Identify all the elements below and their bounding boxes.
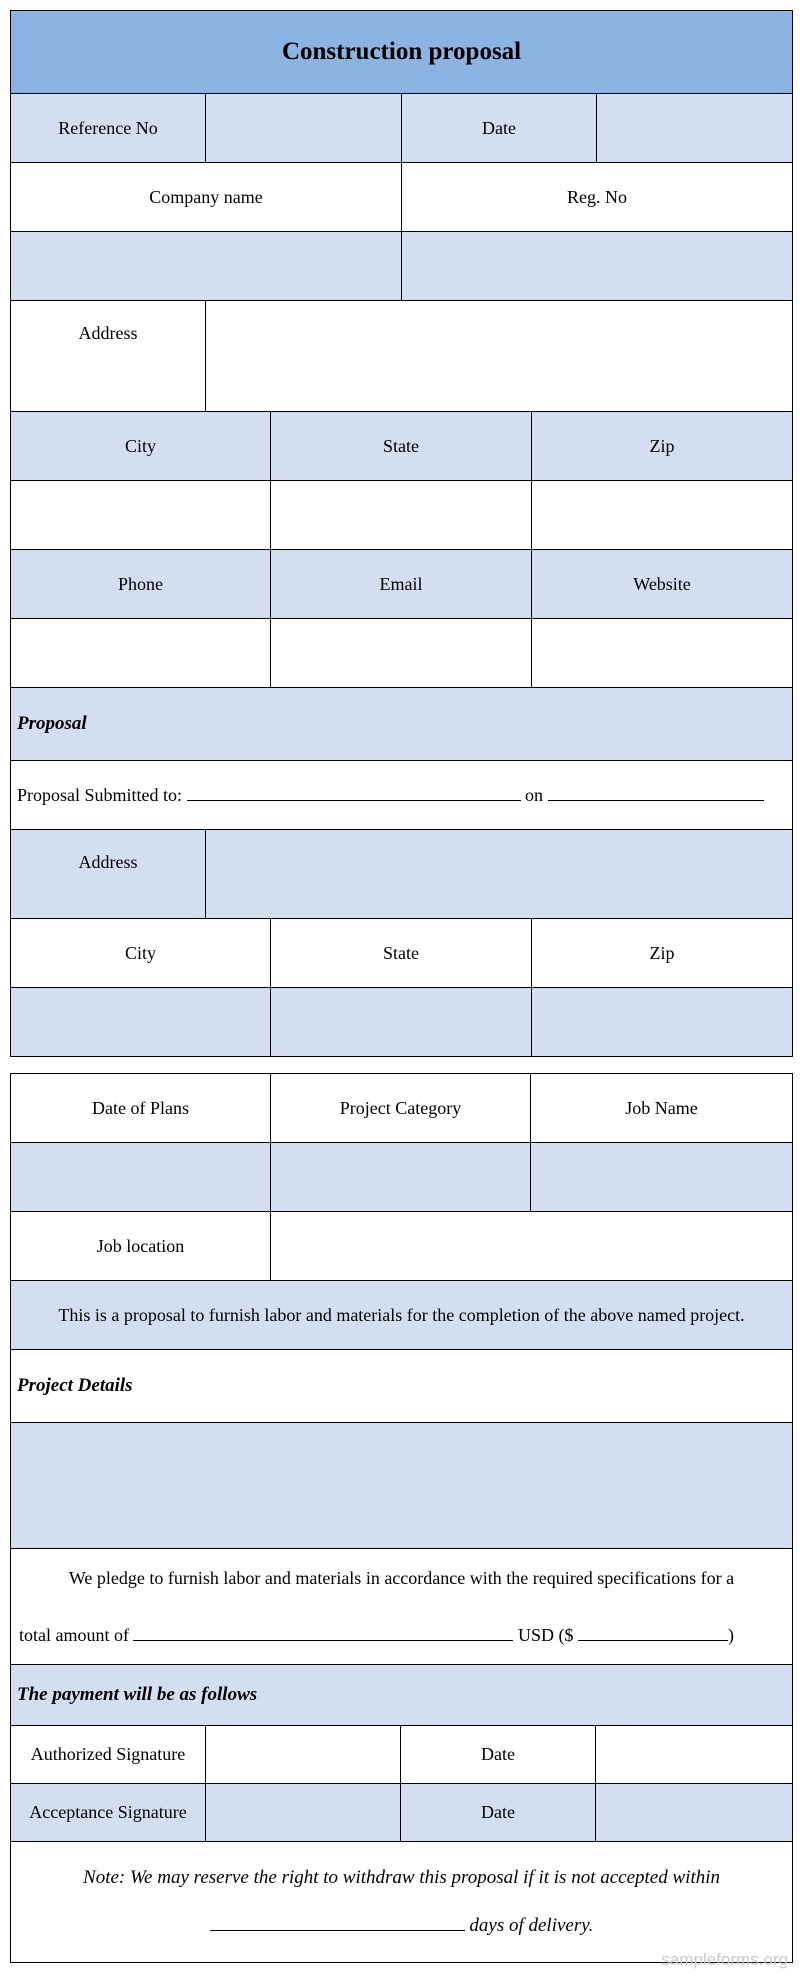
website-field[interactable] xyxy=(532,619,793,688)
zip-label: Zip xyxy=(532,412,793,481)
reference-no-label: Reference No xyxy=(11,94,206,163)
authorized-signature-label: Authorized Signature xyxy=(11,1726,206,1784)
usd-label: USD ($ xyxy=(517,1624,574,1645)
acceptance-date-label: Date xyxy=(401,1784,596,1842)
date-field[interactable] xyxy=(597,94,793,163)
website-label: Website xyxy=(532,550,793,619)
proposal-address-label: Address xyxy=(11,830,206,919)
note-line: Note: We may reserve the right to withdraw this proposal if it is not accepted within xyxy=(83,1867,720,1888)
date-label: Date xyxy=(402,94,597,163)
city-label: City xyxy=(11,412,271,481)
authorized-signature-field[interactable] xyxy=(206,1726,401,1784)
state-field[interactable] xyxy=(271,481,532,550)
proposal-city-field[interactable] xyxy=(11,988,271,1057)
days-row xyxy=(17,1902,786,1950)
city-field[interactable] xyxy=(11,481,271,550)
days-line[interactable] xyxy=(210,1914,465,1931)
reg-no-label: Reg. No xyxy=(402,163,793,232)
total-amount-label: total amount of xyxy=(19,1624,129,1645)
total-amount-row xyxy=(17,1607,786,1664)
state-label: State xyxy=(271,412,532,481)
authorized-date-label: Date xyxy=(401,1726,596,1784)
job-location-field[interactable] xyxy=(271,1212,793,1281)
company-name-label: Company name xyxy=(11,163,402,232)
reference-no-field[interactable] xyxy=(206,94,402,163)
proposal-state-label: State xyxy=(271,919,532,988)
project-category-label: Project Category xyxy=(271,1074,531,1143)
phone-label: Phone xyxy=(11,550,271,619)
date-of-plans-label: Date of Plans xyxy=(11,1074,271,1143)
proposal-address-field[interactable] xyxy=(206,830,793,919)
note-cell xyxy=(11,1842,793,1963)
email-label: Email xyxy=(271,550,532,619)
job-location-label: Job location xyxy=(11,1212,271,1281)
company-info-table xyxy=(10,10,793,1057)
proposal-submitted-row xyxy=(11,761,793,830)
total-amount-number-line[interactable] xyxy=(578,1624,728,1641)
proposal-zip-label: Zip xyxy=(532,919,793,988)
on-label: on xyxy=(525,785,544,805)
proposal-state-field[interactable] xyxy=(271,988,532,1057)
project-details-field[interactable] xyxy=(11,1423,793,1549)
proposal-recipient-line[interactable] xyxy=(187,784,521,801)
payment-heading: The payment will be as follows xyxy=(11,1665,793,1726)
form-title: Construction proposal xyxy=(11,11,793,94)
total-amount-words-line[interactable] xyxy=(133,1624,513,1641)
proposal-heading: Proposal xyxy=(11,688,793,761)
proposal-submitted-label: Proposal Submitted to: xyxy=(17,785,183,805)
reg-no-field[interactable] xyxy=(402,232,793,301)
acceptance-signature-label: Acceptance Signature xyxy=(11,1784,206,1842)
watermark: sampleforms.org xyxy=(661,1950,788,1969)
close-paren: ) xyxy=(728,1624,734,1645)
proposal-zip-field[interactable] xyxy=(532,988,793,1057)
pledge-statement: We pledge to furnish labor and materials in accordance with the required specifications for a xyxy=(68,1567,735,1588)
job-name-field[interactable] xyxy=(531,1143,793,1212)
email-field[interactable] xyxy=(271,619,532,688)
project-details-heading: Project Details xyxy=(11,1350,793,1423)
job-name-label: Job Name xyxy=(531,1074,793,1143)
proposal-city-label: City xyxy=(11,919,271,988)
days-of-delivery-label: days of delivery. xyxy=(469,1915,594,1936)
project-category-field[interactable] xyxy=(271,1143,531,1212)
company-name-field[interactable] xyxy=(11,232,402,301)
pledge-cell xyxy=(11,1549,793,1665)
acceptance-signature-field[interactable] xyxy=(206,1784,401,1842)
acceptance-date-field[interactable] xyxy=(596,1784,793,1842)
address-field[interactable] xyxy=(206,301,793,412)
date-of-plans-field[interactable] xyxy=(11,1143,271,1212)
authorized-date-field[interactable] xyxy=(596,1726,793,1784)
furnish-statement: This is a proposal to furnish labor and materials for the completion of the above named project. xyxy=(11,1281,793,1350)
phone-field[interactable] xyxy=(11,619,271,688)
proposal-date-line[interactable] xyxy=(548,784,764,801)
zip-field[interactable] xyxy=(532,481,793,550)
project-info-table xyxy=(10,1073,793,1963)
address-label: Address xyxy=(11,301,206,412)
